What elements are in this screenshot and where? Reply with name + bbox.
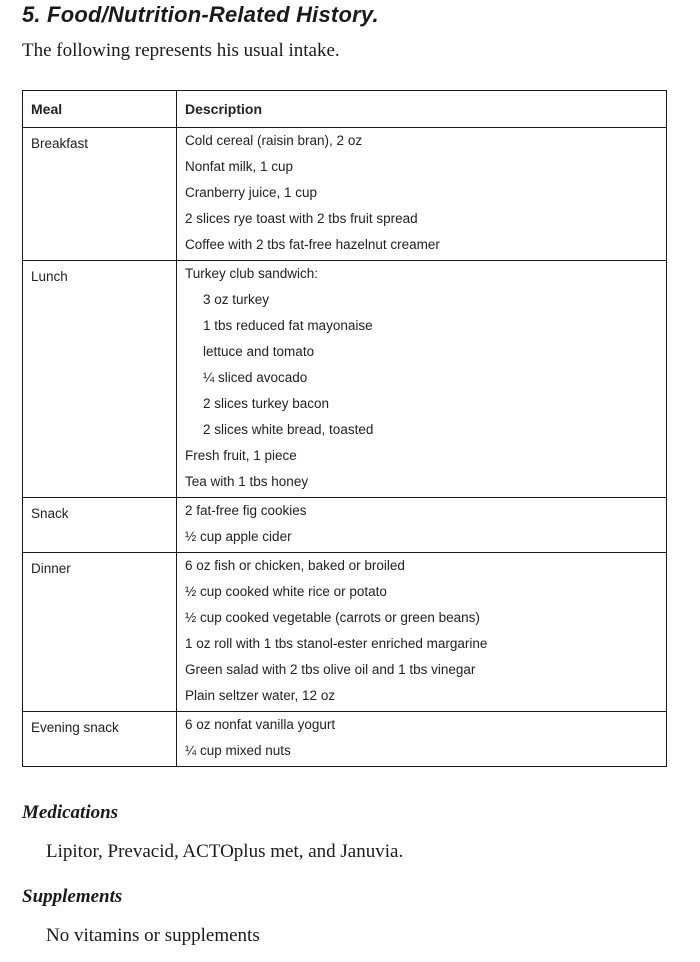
- section-title: 5. Food/Nutrition-Related History.: [22, 2, 379, 27]
- meal-cell: Dinner: [23, 553, 177, 712]
- description-line: Cranberry juice, 1 cup: [185, 185, 318, 200]
- description-line: 6 oz nonfat vanilla yogurt: [185, 717, 336, 732]
- table-row: [23, 553, 667, 712]
- description-line: ½ cup cooked vegetable (carrots or green beans): [185, 610, 480, 625]
- description-line: 3 oz turkey: [203, 292, 270, 307]
- intro-text: The following represents his usual intake.: [22, 40, 340, 61]
- supplements-text: No vitamins or supplements: [46, 925, 260, 946]
- description-line: ¼ cup mixed nuts: [185, 743, 291, 758]
- description-line: 2 fat-free fig cookies: [185, 503, 307, 518]
- description-cell: [177, 128, 667, 261]
- description-line: Coffee with 2 tbs fat-free hazelnut creamer: [185, 237, 440, 252]
- column-header-meal: Meal: [23, 91, 177, 128]
- description-line: Nonfat milk, 1 cup: [185, 159, 294, 174]
- description-line: Turkey club sandwich:: [185, 266, 319, 281]
- description-line: Fresh fruit, 1 piece: [185, 448, 297, 463]
- table-row: [23, 712, 667, 767]
- table-row: [23, 128, 667, 261]
- description-cell: [177, 712, 667, 767]
- usual-intake-table: [22, 90, 667, 767]
- table-row: [23, 498, 667, 553]
- meal-cell: Snack: [23, 498, 177, 553]
- description-line: 2 slices white bread, toasted: [203, 422, 374, 437]
- description-cell: [177, 553, 667, 712]
- supplements-heading: Supplements: [22, 886, 123, 907]
- medications-text: Lipitor, Prevacid, ACTOplus met, and Januvia.: [46, 841, 404, 862]
- description-line: ¼ sliced avocado: [203, 370, 308, 385]
- table-header-row: [23, 91, 667, 128]
- description-line: 2 slices rye toast with 2 tbs fruit spread: [185, 211, 418, 226]
- description-cell: [177, 498, 667, 553]
- meal-cell: Evening snack: [23, 712, 177, 767]
- column-header-description: Description: [177, 91, 667, 128]
- table-row: [23, 261, 667, 498]
- medications-heading: Medications: [22, 802, 119, 823]
- description-line: 1 tbs reduced fat mayonaise: [203, 318, 373, 333]
- meal-cell: Breakfast: [23, 128, 177, 261]
- description-line: Plain seltzer water, 12 oz: [185, 688, 336, 703]
- description-line: 1 oz roll with 1 tbs stanol-ester enriched margarine: [185, 636, 488, 651]
- description-line: Tea with 1 tbs honey: [185, 474, 309, 489]
- description-line: ½ cup apple cider: [185, 529, 292, 544]
- description-line: 6 oz fish or chicken, baked or broiled: [185, 558, 405, 573]
- description-line: Cold cereal (raisin bran), 2 oz: [185, 133, 363, 148]
- table-body: [23, 128, 667, 767]
- description-cell: [177, 261, 667, 498]
- description-line: lettuce and tomato: [203, 344, 315, 359]
- description-line: 2 slices turkey bacon: [203, 396, 330, 411]
- description-line: ½ cup cooked white rice or potato: [185, 584, 387, 599]
- description-line: Green salad with 2 tbs olive oil and 1 tbs vinegar: [185, 662, 476, 677]
- meal-cell: Lunch: [23, 261, 177, 498]
